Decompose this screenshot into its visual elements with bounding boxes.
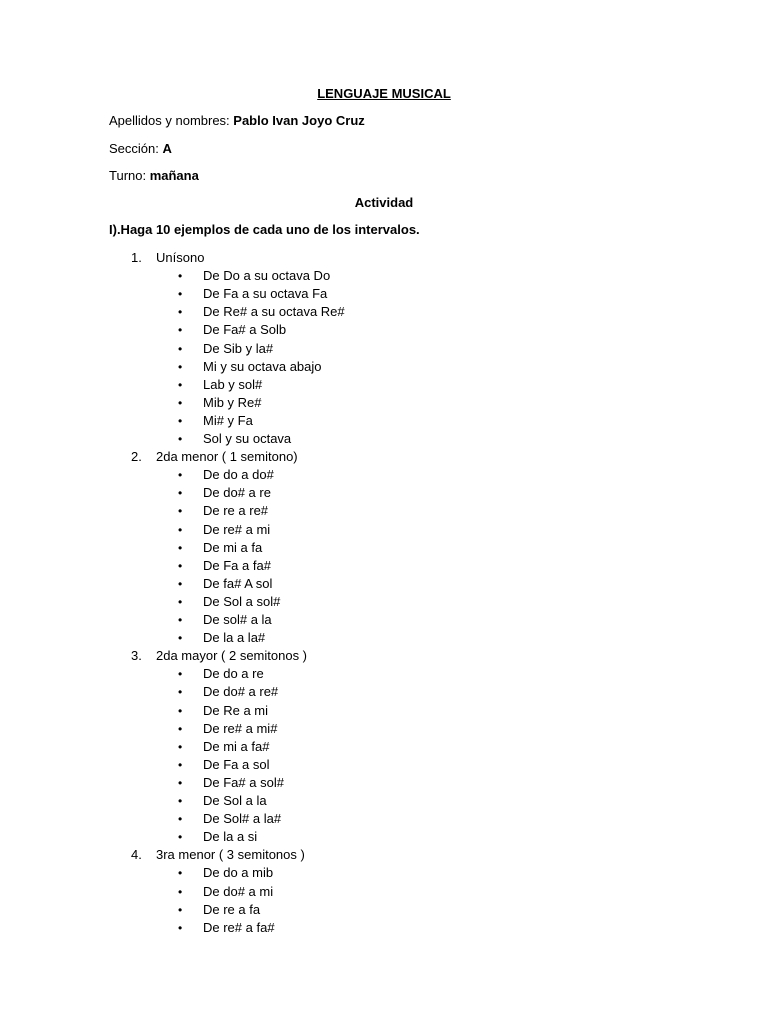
list-item-text: De Fa# a sol#	[203, 775, 284, 790]
list-item-text: Mib y Re#	[203, 395, 262, 410]
bullet-icon: •	[178, 559, 183, 573]
list-item	[178, 793, 267, 809]
list-item-text: De sol# a la	[203, 612, 272, 627]
bullet-icon: •	[178, 885, 183, 899]
bullet-icon: •	[178, 378, 183, 392]
list-item-text: De re# a fa#	[203, 920, 275, 935]
list-item-text: De mi a fa	[203, 540, 263, 555]
list-item-text: Mi y su octava abajo	[203, 359, 322, 374]
list-item-text: De Fa# a Solb	[203, 322, 287, 337]
list-item-text: De do a mib	[203, 865, 274, 880]
section-title: Unísono	[156, 250, 205, 265]
section-line	[109, 141, 172, 157]
list-item	[178, 322, 286, 338]
list-item-text: De Sol# a la#	[203, 811, 282, 826]
list-item	[178, 540, 262, 556]
bullet-icon: •	[178, 740, 183, 754]
list-item	[178, 884, 273, 900]
list-item	[178, 286, 327, 302]
interval-section	[131, 449, 298, 465]
list-item	[178, 612, 272, 628]
bullet-icon: •	[178, 758, 183, 772]
section-number: 1.	[131, 250, 142, 265]
list-item	[178, 395, 262, 411]
bullet-icon: •	[178, 613, 183, 627]
bullet-icon: •	[178, 323, 183, 337]
bullet-icon: •	[178, 903, 183, 917]
list-item-text: De mi a fa#	[203, 739, 270, 754]
bullet-icon: •	[178, 830, 183, 844]
list-item-text: Sol y su octava	[203, 431, 292, 446]
bullet-icon: •	[178, 685, 183, 699]
bullet-icon: •	[178, 414, 183, 428]
list-item-text: De Sib y la#	[203, 341, 274, 356]
list-item	[178, 341, 273, 357]
list-item	[178, 703, 268, 719]
list-item	[178, 503, 268, 519]
list-item	[178, 594, 280, 610]
list-item-text: De fa# A sol	[203, 576, 273, 591]
list-item-text: De Re a mi	[203, 703, 269, 718]
name-label: Apellidos y nombres:	[109, 113, 234, 128]
list-item	[178, 558, 271, 574]
bullet-icon: •	[178, 704, 183, 718]
bullet-icon: •	[178, 921, 183, 935]
list-item	[178, 576, 272, 592]
list-item-text: De la a si	[203, 829, 258, 844]
bullet-icon: •	[178, 776, 183, 790]
list-item	[178, 666, 264, 682]
bullet-icon: •	[178, 468, 183, 482]
instruction-text: I).Haga 10 ejemplos de cada uno de los intervalos.	[109, 222, 420, 237]
list-item-text: De Fa a sol	[203, 757, 270, 772]
section-label: Sección:	[109, 141, 163, 156]
list-item-text: De Sol a sol#	[203, 594, 281, 609]
shift-label: Turno:	[109, 168, 150, 183]
list-item-text: De do# a re#	[203, 684, 279, 699]
section-number: 2.	[131, 449, 142, 464]
bullet-icon: •	[178, 432, 183, 446]
list-item-text: De do a re	[203, 666, 264, 681]
section-value: A	[162, 141, 172, 156]
bullet-icon: •	[178, 866, 183, 880]
list-item	[178, 413, 253, 429]
list-item-text: De Do a su octava Do	[203, 268, 331, 283]
list-item-text: De Fa a su octava Fa	[203, 286, 328, 301]
interval-section	[131, 648, 307, 664]
list-item	[178, 359, 322, 375]
list-item	[178, 304, 345, 320]
bullet-icon: •	[178, 812, 183, 826]
list-item	[178, 739, 269, 755]
bullet-icon: •	[178, 305, 183, 319]
name-value: Pablo Ivan Joyo Cruz	[233, 113, 365, 128]
bullet-icon: •	[178, 577, 183, 591]
bullet-icon: •	[178, 631, 183, 645]
list-item	[178, 467, 274, 483]
bullet-icon: •	[178, 722, 183, 736]
list-item-text: De Re# a su octava Re#	[203, 304, 345, 319]
bullet-icon: •	[178, 667, 183, 681]
bullet-icon: •	[178, 396, 183, 410]
list-item	[178, 684, 278, 700]
list-item-text: De Sol a la	[203, 793, 267, 808]
bullet-icon: •	[178, 342, 183, 356]
interval-section	[131, 847, 305, 863]
interval-section	[131, 250, 204, 266]
section-title: 2da mayor ( 2 semitonos )	[156, 648, 308, 663]
list-item-text: De Fa a fa#	[203, 558, 271, 573]
activity-heading: Actividad	[354, 195, 414, 210]
shift-value: mañana	[149, 168, 199, 183]
list-item	[178, 630, 265, 646]
list-item-text: De re# a mi	[203, 522, 271, 537]
list-item-text: De do a do#	[203, 467, 274, 482]
list-item	[178, 485, 271, 501]
list-item-text: De do# a re	[203, 485, 271, 500]
document-title: LENGUAJE MUSICAL	[317, 86, 451, 101]
list-item	[178, 775, 284, 791]
section-number: 4.	[131, 847, 142, 862]
list-item-text: De la a la#	[203, 630, 266, 645]
bullet-icon: •	[178, 486, 183, 500]
list-item	[178, 268, 330, 284]
bullet-icon: •	[178, 504, 183, 518]
bullet-icon: •	[178, 794, 183, 808]
list-item-text: De re a fa	[203, 902, 261, 917]
bullet-icon: •	[178, 523, 183, 537]
list-item	[178, 829, 257, 845]
shift-line	[109, 168, 199, 184]
list-item-text: De re# a mi#	[203, 721, 278, 736]
list-item-text: Mi# y Fa	[203, 413, 253, 428]
list-item	[178, 757, 269, 773]
list-item-text: Lab y sol#	[203, 377, 263, 392]
section-title: 3ra menor ( 3 semitonos )	[156, 847, 305, 862]
list-item	[178, 721, 277, 737]
list-item-text: De do# a mi	[203, 884, 274, 899]
bullet-icon: •	[178, 360, 183, 374]
list-item	[178, 920, 275, 936]
list-item	[178, 902, 260, 918]
list-item	[178, 811, 281, 827]
name-line	[109, 113, 365, 129]
bullet-icon: •	[178, 287, 183, 301]
bullet-icon: •	[178, 541, 183, 555]
list-item-text: De re a re#	[203, 503, 269, 518]
bullet-icon: •	[178, 595, 183, 609]
list-item	[178, 377, 262, 393]
list-item	[178, 522, 270, 538]
list-item	[178, 865, 273, 881]
section-title: 2da menor ( 1 semitono)	[156, 449, 298, 464]
list-item	[178, 431, 291, 447]
section-number: 3.	[131, 648, 142, 663]
bullet-icon: •	[178, 269, 183, 283]
